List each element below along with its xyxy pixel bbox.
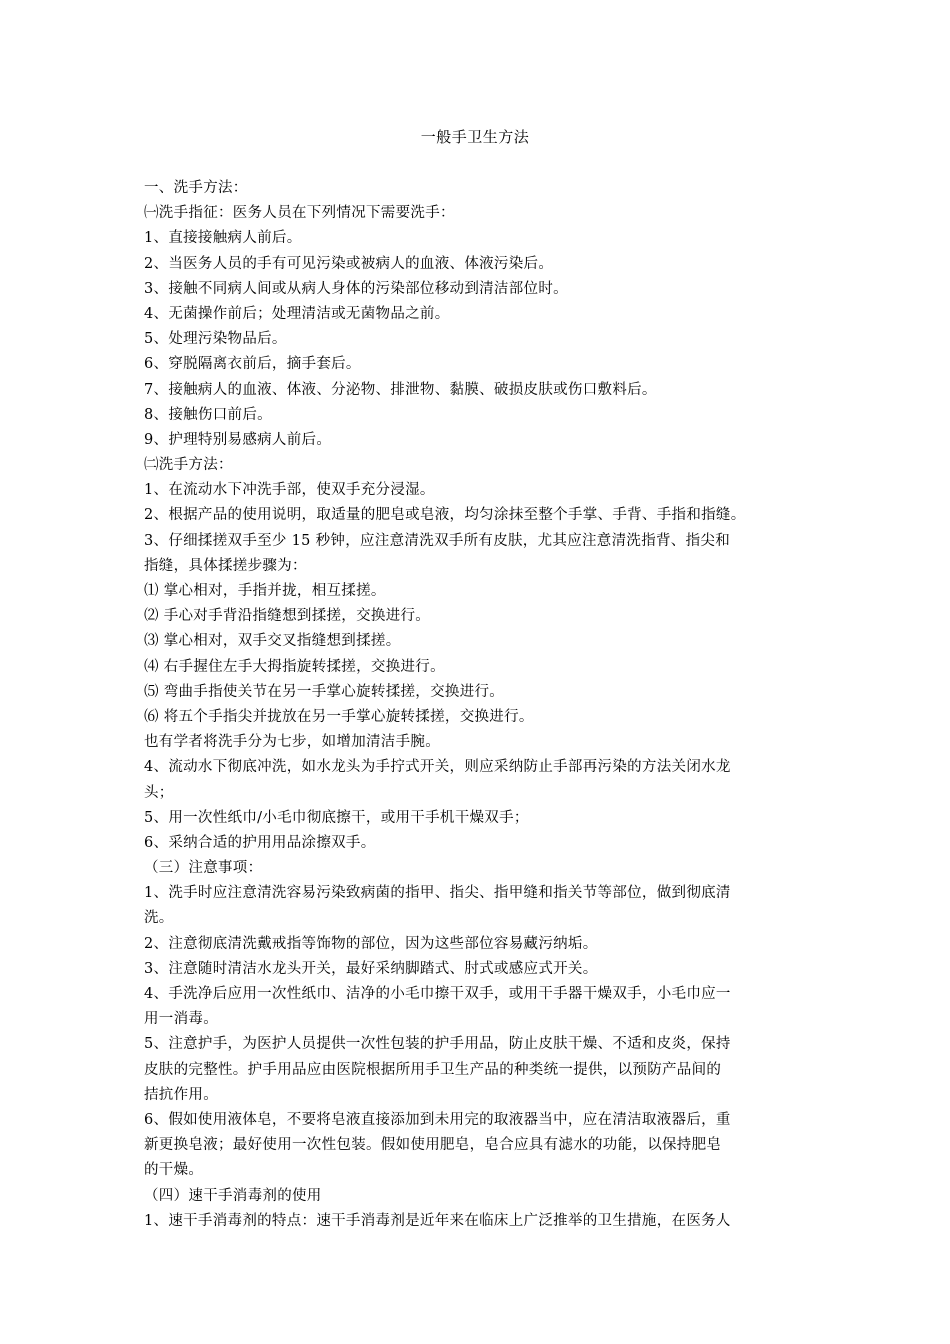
text-line: 4、流动水下彻底冲洗，如水龙头为手拧式开关，则应采纳防止手部再污染的方法关闭水龙 — [144, 759, 731, 776]
text-line: 头； — [144, 784, 174, 801]
text-line: 4、手洗净后应用一次性纸巾、洁净的小毛巾擦干双手，或用干手器干燥双手，小毛巾应一 — [144, 986, 731, 1002]
text-line: 指缝，具体揉搓步骤为： — [144, 557, 307, 574]
text-line: 5、处理污染物品后。 — [144, 331, 287, 348]
text-line: 4、无菌操作前后；处理清洁或无菌物品之前。 — [144, 305, 450, 322]
text-line: 6、假如使用液体皂，不要将皂液直接添加到未用完的取液器当中，应在清洁取液器后，重 — [144, 1111, 731, 1128]
text-line: ㈠洗手指征：医务人员在下列情况下需要洗手： — [144, 205, 455, 222]
text-line: ⑶ 掌心相对，双手交叉指缝想到揉搓。 — [144, 633, 401, 650]
text-line: 3、接触不同病人间或从病人身体的污染部位移动到清洁部位时。 — [144, 280, 568, 297]
text-line: 拮抗作用。 — [144, 1086, 218, 1103]
text-line: ⑸ 弯曲手指使关节在另一手掌心旋转揉搓，交换进行。 — [144, 683, 505, 700]
text-line: 的干燥。 — [144, 1162, 204, 1179]
text-line: ⑵ 手心对手背沿指缝想到揉搓，交换进行。 — [144, 608, 431, 625]
text-line: 7、接触病人的血液、体液、分泌物、排泄物、黏膜、破损皮肤或伤口敷料后。 — [144, 381, 657, 398]
text-line: （四）速干手消毒剂的使用 — [144, 1187, 322, 1204]
text-line: 皮肤的完整性。护手用品应由医院根据所用手卫生产品的种类统一提供，以预防产品间的 — [144, 1061, 722, 1078]
text-line: 1、速干手消毒剂的特点：速干手消毒剂是近年来在临床上广泛推举的卫生措施，在医务人 — [144, 1212, 731, 1229]
text-line: 8、接触伤口前后。 — [144, 406, 272, 423]
text-line: 9、护理特别易感病人前后。 — [144, 431, 332, 448]
text-line: 用一消毒。 — [144, 1011, 218, 1028]
text-line: 6、采纳合适的护用用品涂擦双手。 — [144, 834, 376, 851]
document-title: 一般手卫生方法 — [420, 128, 530, 146]
text-line: ⑹ 将五个手指尖并拢放在另一手掌心旋转揉搓，交换进行。 — [144, 708, 534, 725]
text-line: ㈡洗手方法： — [144, 457, 233, 474]
text-line: 3、仔细揉搓双手至少 15 秒钟，应注意清洗双手所有皮肤，尤其应注意清洗指背、指尖和 — [144, 532, 730, 549]
text-line: 6、穿脱隔离衣前后，摘手套后。 — [144, 356, 361, 373]
text-line: 也有学者将洗手分为七步，如增加清洁手腕。 — [144, 734, 440, 751]
text-line: 5、用一次性纸巾/小毛巾彻底擦干，或用干手机干燥双手； — [144, 809, 529, 826]
text-line: 洗。 — [144, 910, 174, 927]
text-line: 5、注意护手，为医护人员提供一次性包装的护手用品，防止皮肤干燥、不适和皮炎，保持 — [144, 1036, 731, 1053]
text-line: 2、当医务人员的手有可见污染或被病人的血液、体液污染后。 — [144, 255, 554, 272]
text-line: ⑷ 右手握住左手大拇指旋转揉搓，交换进行。 — [144, 658, 445, 675]
document-body — [144, 176, 816, 1234]
text-line: 一、洗手方法： — [144, 180, 248, 196]
text-line: 2、注意彻底清洗戴戒指等饰物的部位，因为这些部位容易藏污纳垢。 — [144, 935, 598, 952]
text-line: 3、注意随时清洁水龙头开关，最好采纳脚踏式、肘式或感应式开关。 — [144, 960, 598, 977]
text-line: （三）注意事项： — [144, 860, 263, 877]
text-line: ⑴ 掌心相对，手指并拢，相互揉搓。 — [144, 583, 386, 599]
text-line: 1、洗手时应注意清洗容易污染致病菌的指甲、指尖、指甲缝和指关节等部位，做到彻底清 — [144, 885, 731, 902]
text-line: 1、在流动水下冲洗手部，使双手充分浸湿。 — [144, 482, 435, 499]
text-line: 新更换皂液；最好使用一次性包装。假如使用肥皂，皂合应具有滤水的功能，以保持肥皂 — [144, 1137, 722, 1154]
text-line: 1、直接接触病人前后。 — [144, 230, 302, 247]
text-line: 2、根据产品的使用说明，取适量的肥皂或皂液，均匀涂抹至整个手掌、手背、手指和指缝。 — [144, 507, 746, 524]
